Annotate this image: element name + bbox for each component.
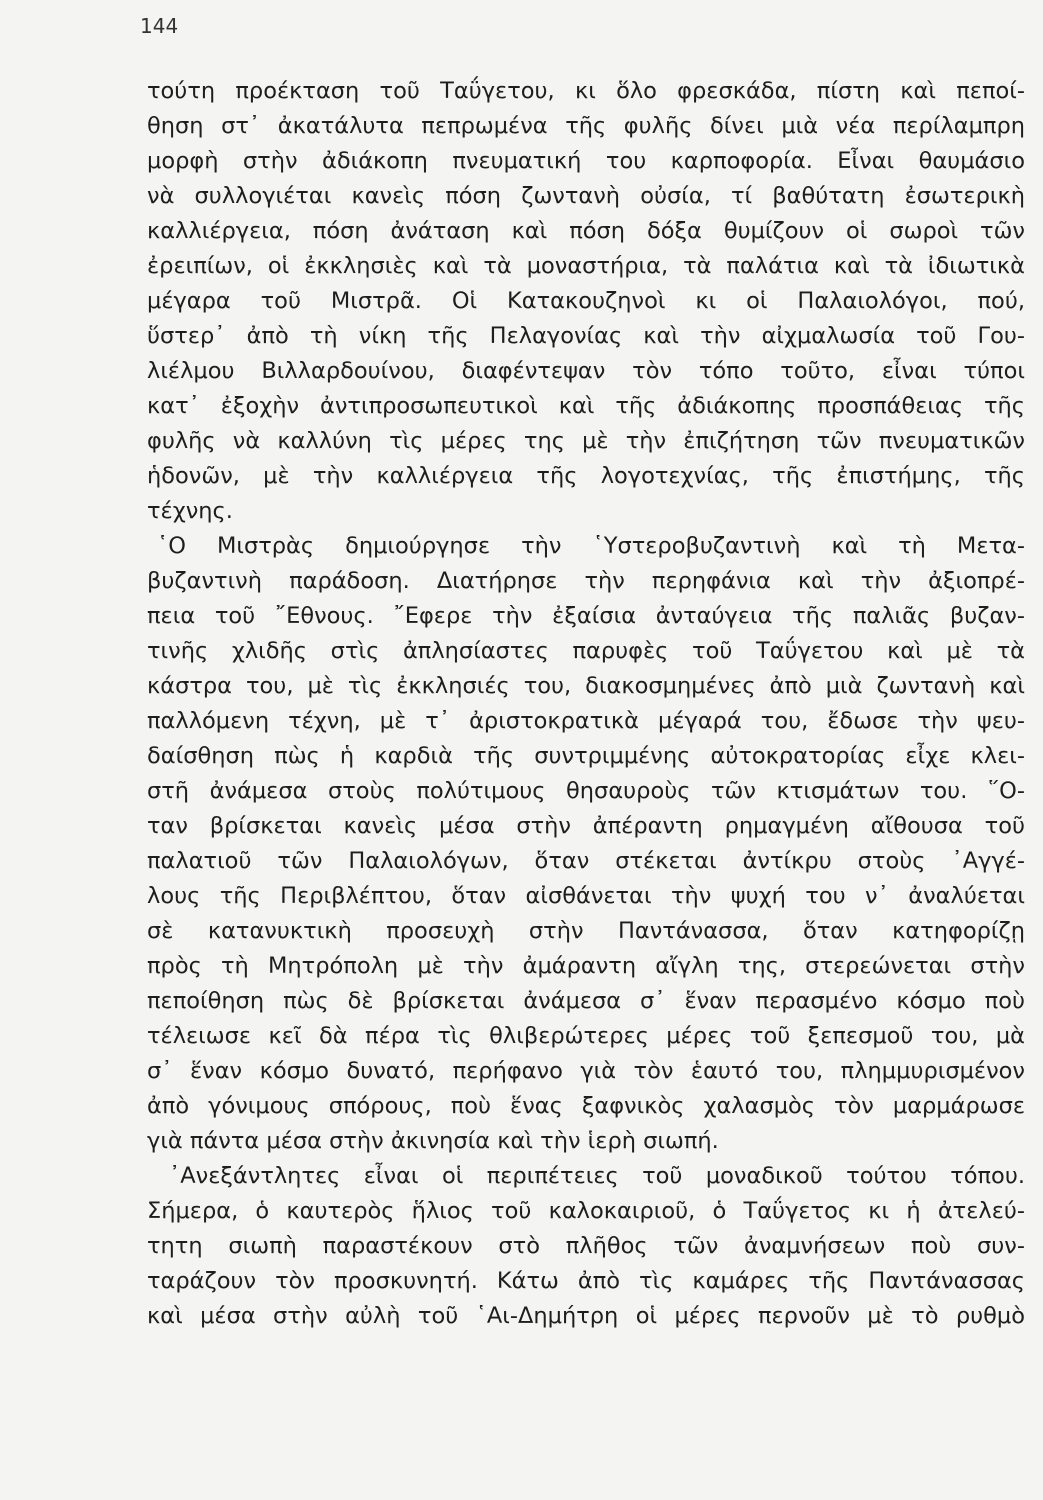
text-line: τινῆς χλιδῆς στὶς ἀπλησίαστες παρυφὲς τοῦ Ταΰγετου καὶ μὲ τὰ xyxy=(147,638,1025,664)
text-line: σὲ κατανυκτικὴ προσευχὴ στὴν Παντάνασσα, ὅταν κατηφορίζῃ xyxy=(147,918,1025,944)
text-line: μορφὴ στὴν ἀδιάκοπη πνευματική του καρποφορία. Εἶναι θαυμάσιο xyxy=(147,148,1025,174)
text-line: καλλιέργεια, πόση ἀνάταση καὶ πόση δόξα θυμίζουν οἱ σωροὶ τῶν xyxy=(147,218,1025,244)
text-line: κάστρα του, μὲ τὶς ἐκκλησιές του, διακοσμημένες ἀπὸ μιὰ ζωντανὴ καὶ xyxy=(147,673,1025,699)
text-line: γιὰ πάντα μέσα στὴν ἀκινησία καὶ τὴν ἱερὴ σιωπή. xyxy=(147,1128,719,1154)
text-line: πεια τοῦ ῎Εθνους. ῎Εφερε τὴν ἐξαίσια ἀνταύγεια τῆς παλιᾶς βυζαν- xyxy=(147,603,1025,629)
text-line: μέγαρα τοῦ Μιστρᾶ. Οἱ Κατακουζηνοὶ κι οἱ Παλαιολόγοι, πού, xyxy=(147,288,1025,314)
text-line: παλατιοῦ τῶν Παλαιολόγων, ὅταν στέκεται ἀντίκρυ στοὺς ᾽Αγγέ- xyxy=(147,848,1025,874)
text-line: νὰ συλλογιέται κανεὶς πόση ζωντανὴ οὐσία, τί βαθύτατη ἐσωτερικὴ xyxy=(147,183,1025,209)
text-line: ταν βρίσκεται κανεὶς μέσα στὴν ἀπέραντη ρημαγμένη αἴθουσα τοῦ xyxy=(147,813,1025,839)
text-line: τητη σιωπὴ παραστέκουν στὸ πλῆθος τῶν ἀναμνήσεων ποὺ συν- xyxy=(147,1233,1025,1259)
text-line: Σήμερα, ὁ καυτερὸς ἥλιος τοῦ καλοκαιριοῦ, ὁ Ταΰγετος κι ἡ ἀτελεύ- xyxy=(147,1198,1025,1224)
text-line: πεποίθηση πὼς δὲ βρίσκεται ἀνάμεσα σ᾽ ἕναν περασμένο κόσμο ποὺ xyxy=(147,988,1025,1014)
text-line: ὕστερ᾽ ἀπὸ τὴ νίκη τῆς Πελαγονίας καὶ τὴν αἰχμαλωσία τοῦ Γου- xyxy=(147,323,1025,349)
page-number: 144 xyxy=(140,14,179,38)
text-line: ταράζουν τὸν προσκυνητή. Κάτω ἀπὸ τὶς καμάρες τῆς Παντάνασσας xyxy=(147,1268,1025,1294)
text-line: πρὸς τὴ Μητρόπολη μὲ τὴν ἀμάραντη αἴγλη της, στερεώνεται στὴν xyxy=(147,953,1025,979)
text-line: ῾Ο Μιστρὰς δημιούργησε τὴν ῾Υστεροβυζαντινὴ καὶ τὴ Μετα- xyxy=(157,533,1025,559)
text-line: σ᾽ ἕναν κόσμο δυνατό, περήφανο γιὰ τὸν ἑαυτό του, πλημμυρισμένον xyxy=(147,1058,1025,1084)
text-line: ἡδονῶν, μὲ τὴν καλλιέργεια τῆς λογοτεχνίας, τῆς ἐπιστήμης, τῆς xyxy=(147,463,1025,489)
text-line: παλλόμενη τέχνη, μὲ τ᾽ ἀριστοκρατικὰ μέγαρά του, ἔδωσε τὴν ψευ- xyxy=(147,708,1025,734)
text-line: λους τῆς Περιβλέπτου, ὅταν αἰσθάνεται τὴν ψυχή του ν᾽ ἀναλύεται xyxy=(147,883,1025,909)
text-line: λιέλμου Βιλλαρδουίνου, διαφέντεψαν τὸν τόπο τοῦτο, εἶναι τύποι xyxy=(147,358,1025,384)
body-text xyxy=(147,74,1025,1334)
text-line: τέχνης. xyxy=(147,498,233,524)
text-line: τέλειωσε κεῖ δὰ πέρα τὶς θλιβερώτερες μέρες τοῦ ξεπεσμοῦ του, μὰ xyxy=(147,1023,1025,1049)
text-line: τούτη προέκταση τοῦ Ταΰγετου, κι ὅλο φρεσκάδα, πίστη καὶ πεποί- xyxy=(147,78,1025,104)
text-line: φυλῆς νὰ καλλύνη τὶς μέρες της μὲ τὴν ἐπιζήτηση τῶν πνευματικῶν xyxy=(147,428,1025,454)
text-line: στῆ ἀνάμεσα στοὺς πολύτιμους θησαυροὺς τῶν κτισμάτων του. ῞Ο- xyxy=(147,778,1025,804)
text-line: δαίσθηση πὼς ἡ καρδιὰ τῆς συντριμμένης αὐτοκρατορίας εἶχε κλει- xyxy=(147,743,1025,769)
text-line: θηση στ᾽ ἀκατάλυτα πεπρωμένα τῆς φυλῆς δίνει μιὰ νέα περίλαμπρη xyxy=(147,113,1025,139)
text-line: κατ᾽ ἐξοχὴν ἀντιπροσωπευτικοὶ καὶ τῆς ἀδιάκοπης προσπάθειας τῆς xyxy=(147,393,1025,419)
text-line: βυζαντινὴ παράδοση. Διατήρησε τὴν περηφάνια καὶ τὴν ἀξιοπρέ- xyxy=(147,568,1025,594)
text-line: ἀπὸ γόνιμους σπόρους, ποὺ ἕνας ξαφνικὸς χαλασμὸς τὸν μαρμάρωσε xyxy=(147,1093,1025,1119)
text-line: ἐρειπίων, οἱ ἐκκλησιὲς καὶ τὰ μοναστήρια, τὰ παλάτια καὶ τὰ ἰδιωτικὰ xyxy=(147,253,1025,279)
text-line: καὶ μέσα στὴν αὐλὴ τοῦ ῾Αι-Δημήτρη οἱ μέρες περνοῦν μὲ τὸ ρυθμὸ xyxy=(147,1303,1025,1329)
text-line: ᾽Ανεξάντλητες εἶναι οἱ περιπέτειες τοῦ μοναδικοῦ τούτου τόπου. xyxy=(169,1163,1025,1189)
